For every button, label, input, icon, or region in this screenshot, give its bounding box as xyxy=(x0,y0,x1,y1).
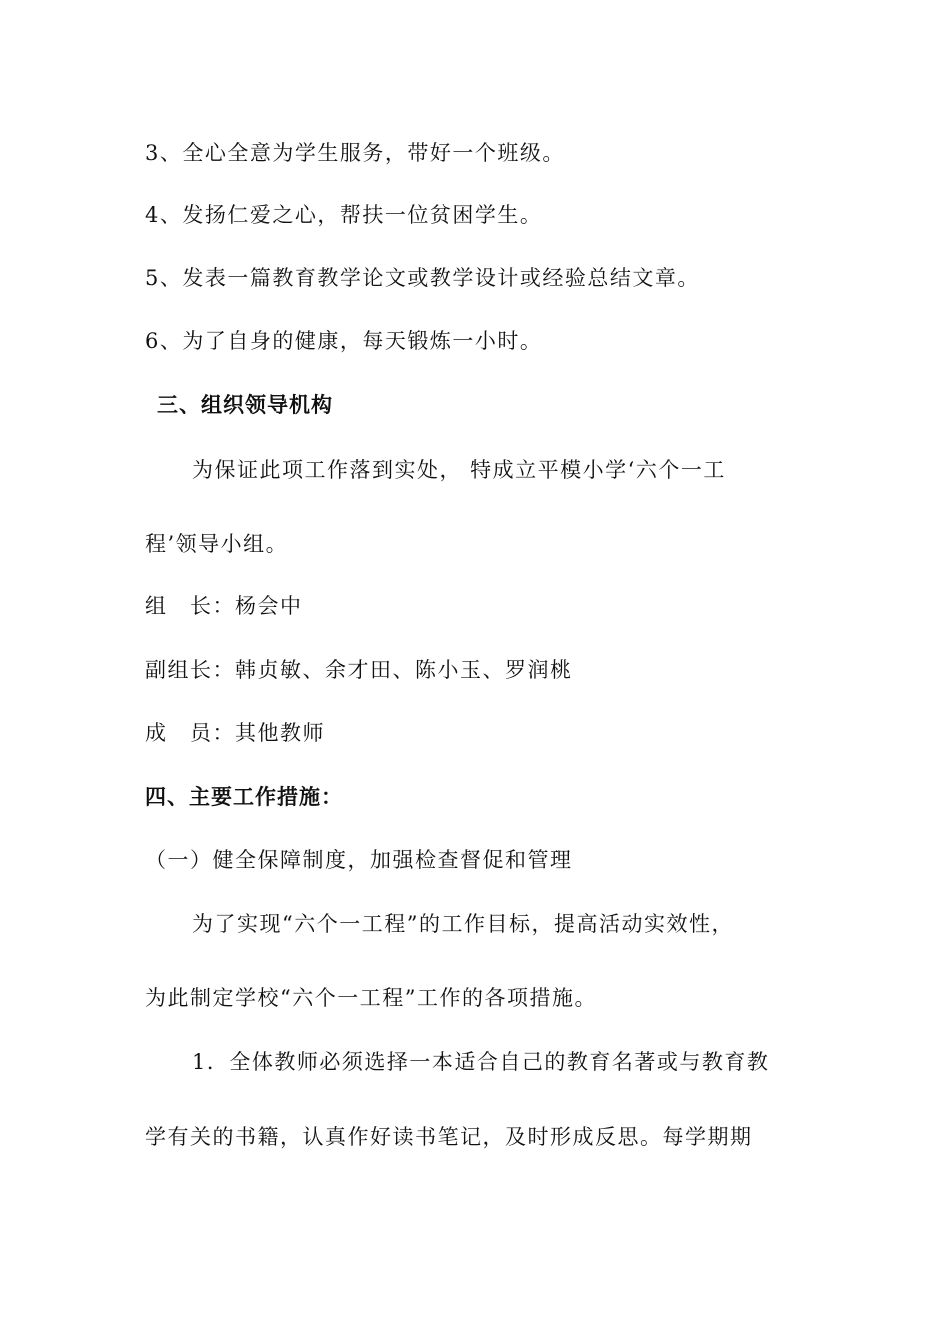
section-4-paragraph-line-1: 为了实现“六个一工程”的工作目标，提高活动实效性， xyxy=(192,912,734,936)
section-4-subheading: （一）健全保障制度，加强检查督促和管理 xyxy=(145,848,573,872)
measure-item-1-line-1: 1．全体教师必须选择一本适合自己的教育名著或与教育教 xyxy=(192,1050,770,1074)
group-vice-leaders: 副组长：韩贞敏、余才田、陈小玉、罗润桃 xyxy=(145,658,573,682)
group-members: 成 员：其他教师 xyxy=(145,721,325,745)
section-4-paragraph-line-2: 为此制定学校“六个一工程”工作的各项措施。 xyxy=(145,986,597,1010)
section-4-heading: 四、主要工作措施： xyxy=(145,785,343,809)
group-leader: 组 长：杨会中 xyxy=(145,594,303,618)
section-3-paragraph-line-1: 为保证此项工作落到实处， 特成立平模小学‘六个一工 xyxy=(192,458,726,482)
goal-item-6: 6、为了自身的健康，每天锻炼一小时。 xyxy=(145,329,543,353)
goal-item-5: 5、发表一篇教育教学论文或教学设计或经验总结文章。 xyxy=(145,266,700,290)
section-3-heading: 三、组织领导机构 xyxy=(157,393,333,417)
goal-item-4: 4、发扬仁爱之心，帮扶一位贫困学生。 xyxy=(145,203,543,227)
goal-item-3: 3、全心全意为学生服务，带好一个班级。 xyxy=(145,141,565,165)
section-3-paragraph-line-2: 程’领导小组。 xyxy=(145,532,289,556)
measure-item-1-line-2: 学有关的书籍，认真作好读书笔记，及时形成反思。每学期期 xyxy=(145,1125,753,1149)
